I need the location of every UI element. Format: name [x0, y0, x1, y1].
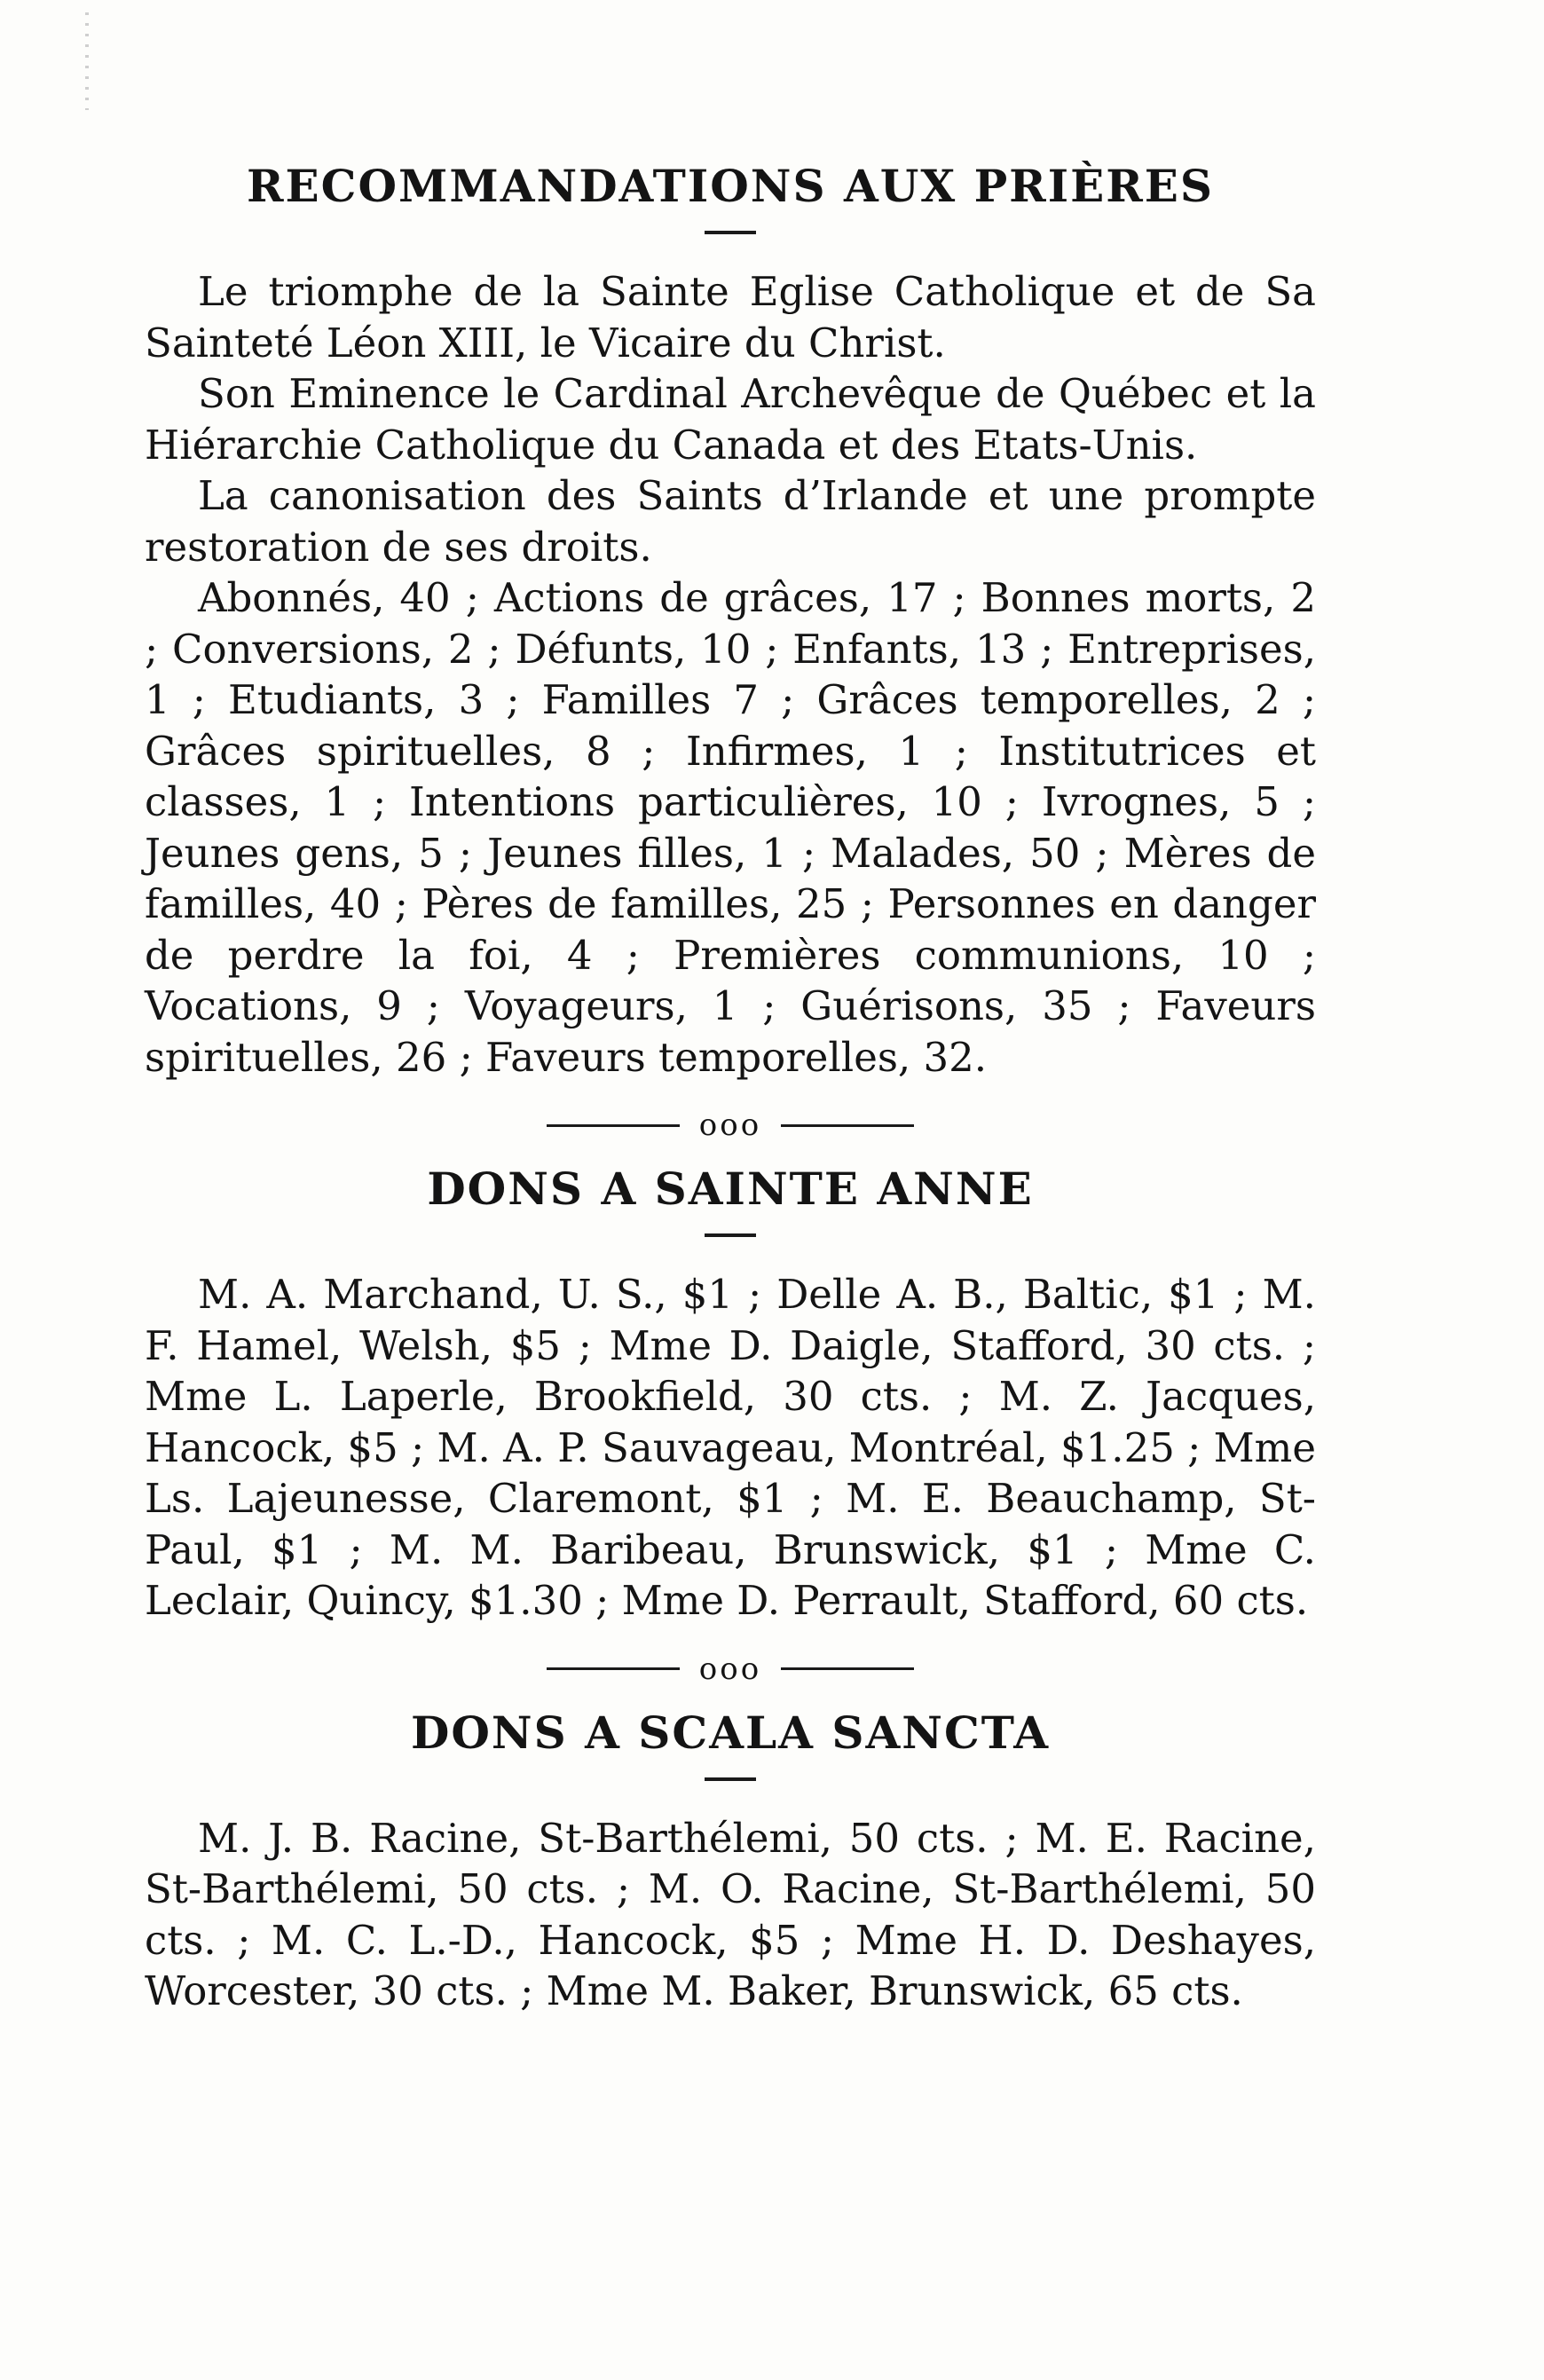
section-dons-scala-sancta: [145, 1706, 1316, 2017]
paragraph: Abonnés, 40 ; Actions de grâces, 17 ; Bonnes morts, 2 ; Conversions, 2 ; Défunts, 10 ; Enfants, 13 ; Entreprises, 1 ; Etudiants, 3 ; Familles 7 ; Grâces temporelles, 2 ; Grâces spirituelles, 8 ; Infirmes, 1 ; Institutrices et classes, 1 ; Intentions particulières, 10 ; Ivrognes, 5 ; Jeunes gens, 5 ; Jeunes filles, 1 ; Malades, 50 ; Mères de familles, 40 ; Pères de familles, 25 ; Personnes en danger de perdre la foi, 4 ; Premières communions, 10 ; Vocations, 9 ; Voyageurs, 1 ; Guérisons, 35 ; Faveurs spirituelles, 26 ; Faveurs temporelles, 32.: [145, 574, 1316, 1081]
text-column: [145, 160, 1316, 2017]
paragraph: La canonisation des Saints d’Irlande et une prompte restoration de ses droits.: [145, 472, 1316, 571]
paragraph: M. A. Marchand, U. S., $1 ; Delle A. B., Baltic, $1 ; M. F. Hamel, Welsh, $5 ; Mme D. Daigle, Stafford, 30 cts. ; Mme L. Laperle, Brookfield, 30 cts. ; M. Z. Jacques, Hancock, $5 ; M. A. P. Sauvageau, Montréal, $1.25 ; Mme Ls. Lajeunesse, Claremont, $1 ; M. E. Beauchamp, St-Paul, $1 ; M. M. Baribeau, Brunswick, $1 ; Mme C. Leclair, Quincy, $1.30 ; Mme D. Perrault, Stafford, 60 cts.: [145, 1271, 1316, 1624]
section-dons-sainte-anne: [145, 1162, 1316, 1627]
section-heading: RECOMMANDATIONS AUX PRIÈRES: [246, 160, 1214, 212]
paragraph: M. J. B. Racine, St-Barthélemi, 50 cts. ; M. E. Racine, St-Barthélemi, 50 cts. ; M. O. Racine, St-Barthélemi, 50 cts. ; M. C. L.-D., Hancock, $5 ; Mme H. D. Deshayes, Worcester, 30 cts. ; Mme M. Baker, Brunswick, 65 cts.: [145, 1814, 1316, 2014]
heading-dash: [705, 1233, 756, 1237]
section-separator: [145, 1651, 1316, 1687]
separator-rule-right: [781, 1667, 914, 1670]
separator-rule-left: [547, 1667, 680, 1670]
section-separator: [145, 1107, 1316, 1143]
heading-dash: [705, 231, 756, 234]
separator-ornament: ooo: [698, 1651, 762, 1687]
paragraph: Le triomphe de la Sainte Eglise Catholique et de Sa Sainteté Léon XIII, le Vicaire du Christ.: [145, 268, 1316, 366]
heading-dash: [705, 1777, 756, 1781]
separator-ornament: ooo: [698, 1107, 762, 1143]
section-heading: DONS A SAINTE ANNE: [427, 1162, 1034, 1215]
section-heading: DONS A SCALA SANCTA: [410, 1706, 1051, 1759]
paragraph: Son Eminence le Cardinal Archevêque de Québec et la Hiérarchie Catholique du Canada et des Etats-Unis.: [145, 370, 1316, 469]
section-recommandations: [145, 160, 1316, 1083]
scan-margin-marks: [85, 12, 89, 110]
separator-rule-left: [547, 1124, 680, 1127]
separator-rule-right: [781, 1124, 914, 1127]
